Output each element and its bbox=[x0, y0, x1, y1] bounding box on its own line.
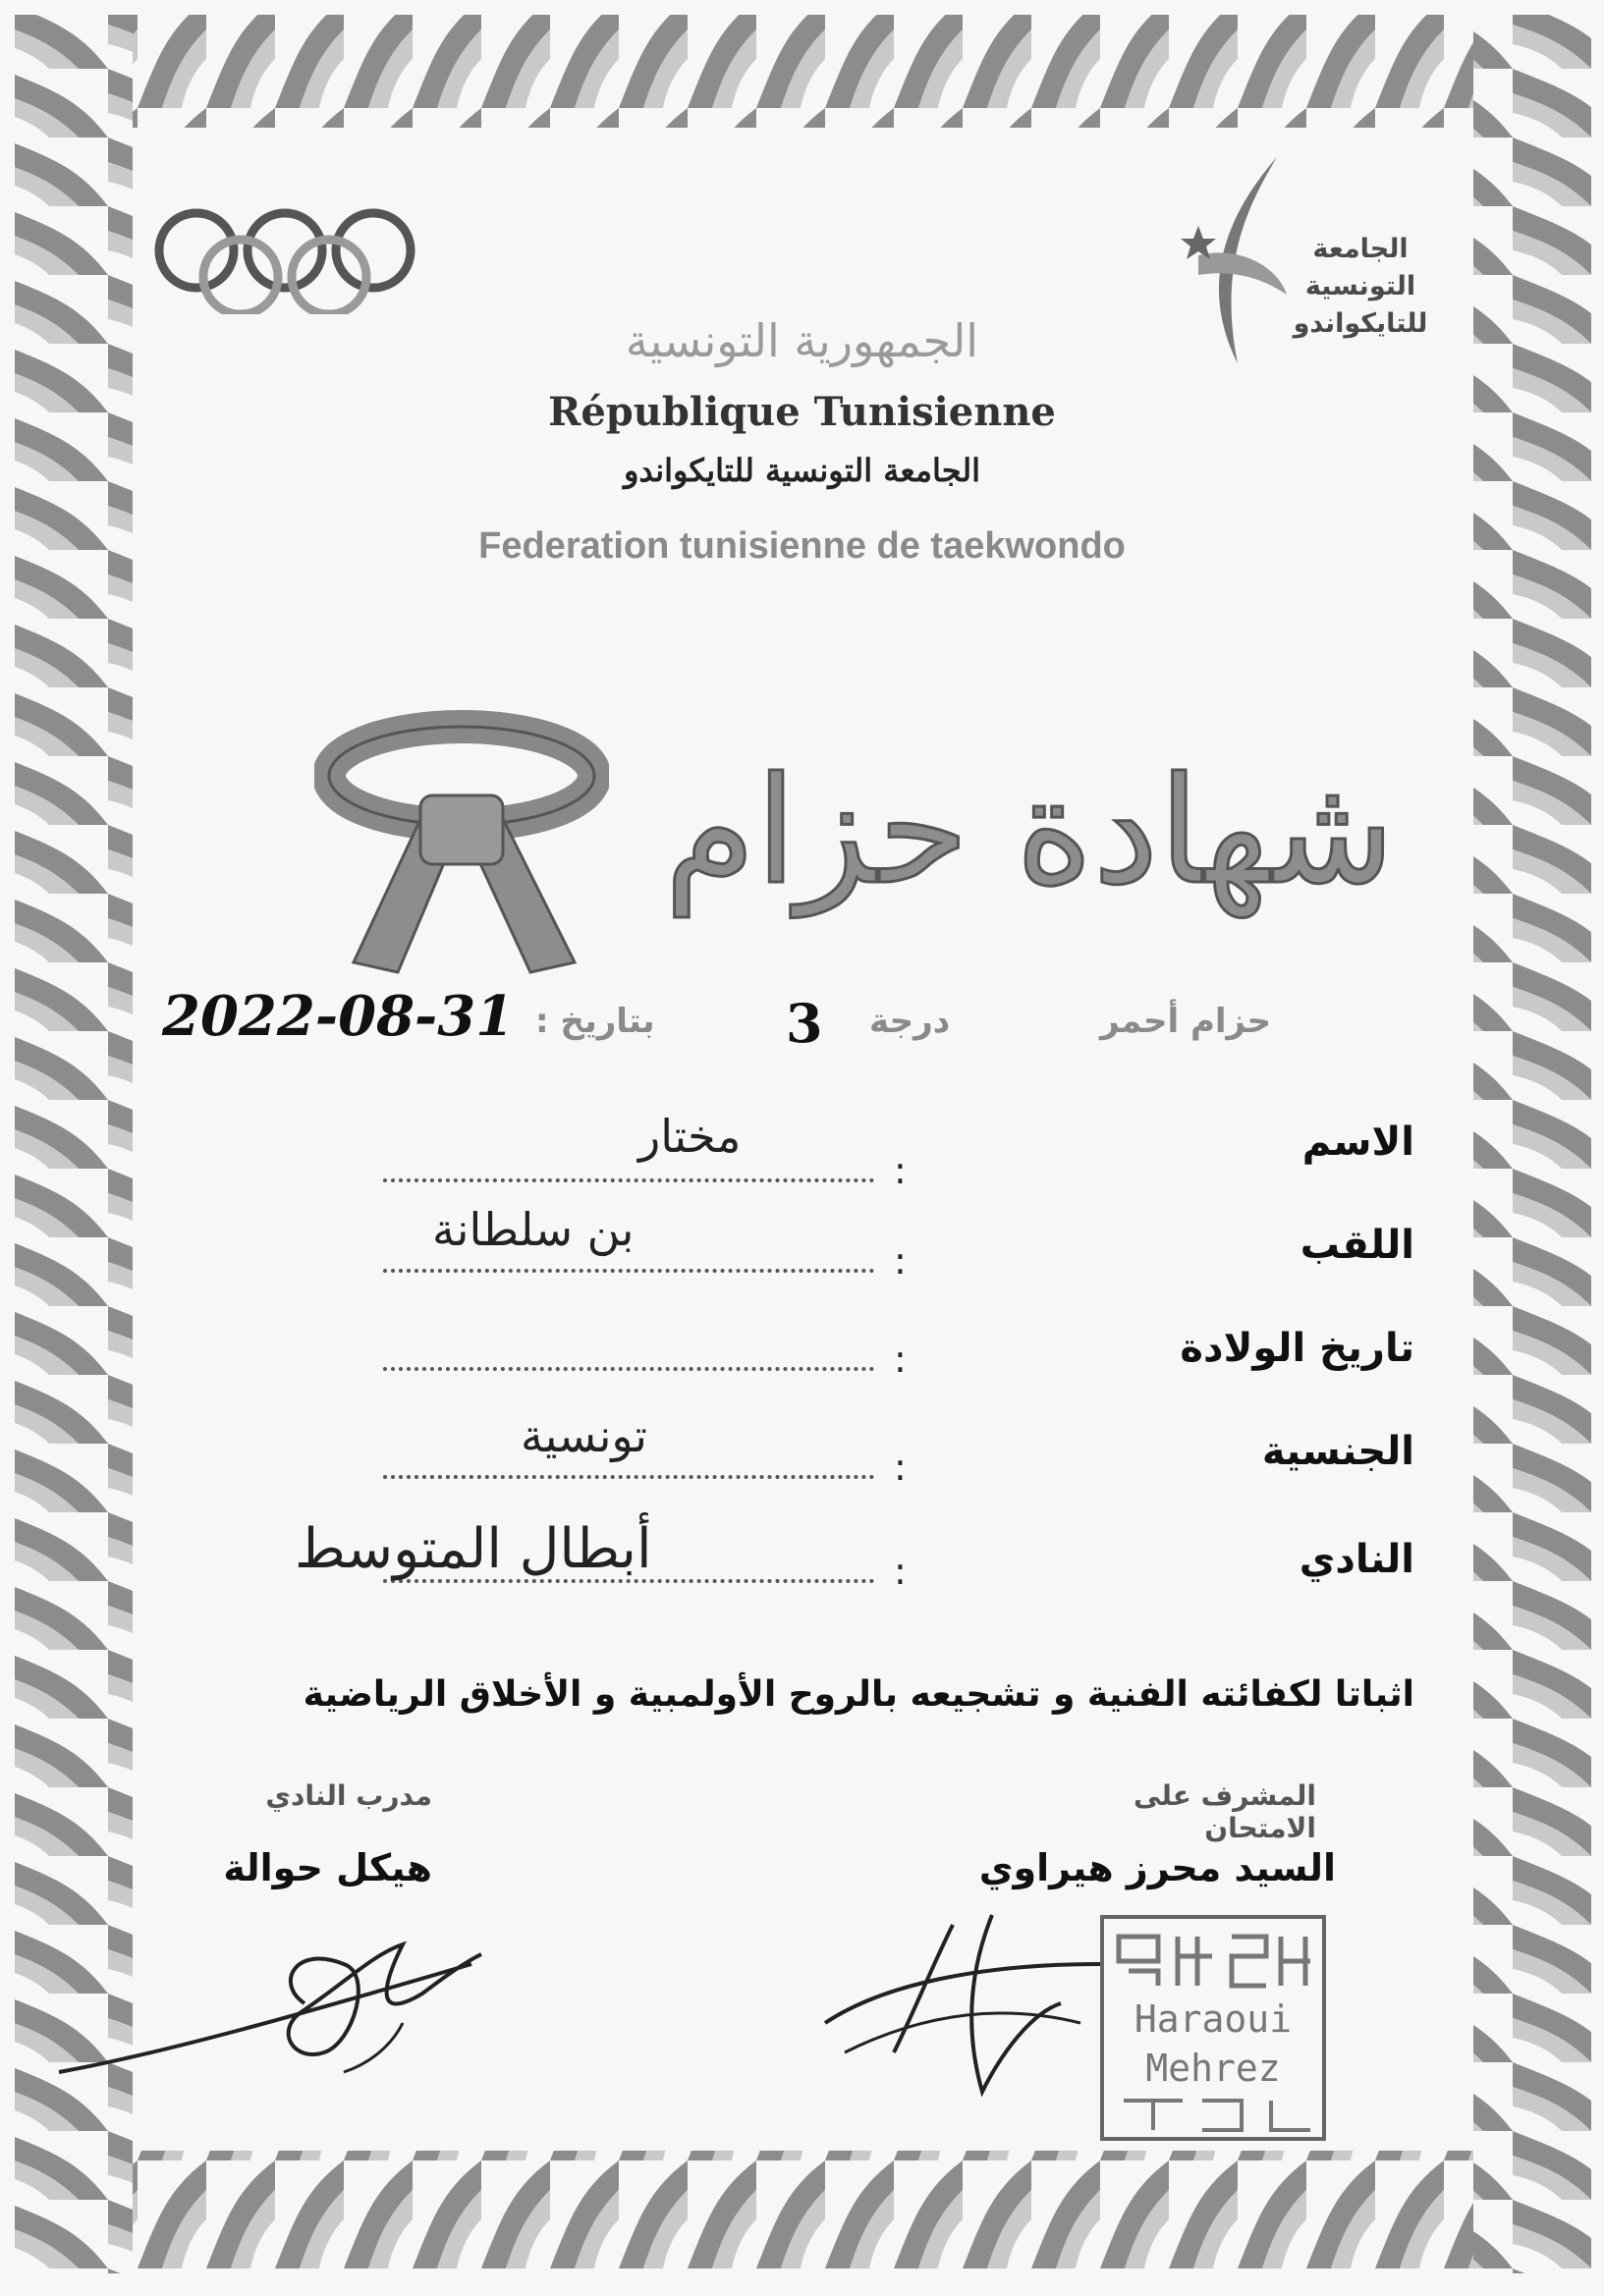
surname-dotted-line bbox=[383, 1269, 874, 1273]
nationality-dotted-line bbox=[383, 1475, 874, 1479]
coach-role: مدرب النادي bbox=[265, 1779, 432, 1812]
nationality-separator: : bbox=[894, 1446, 907, 1489]
examiner-signature-icon bbox=[805, 1905, 1120, 2102]
stamp-line-2: Mehrez bbox=[1145, 2047, 1281, 2090]
belt-info-row bbox=[0, 984, 1604, 1080]
name-value: مختار bbox=[638, 1110, 742, 1163]
examiner-name: السيد محرز هيراوي bbox=[978, 1846, 1336, 1889]
name-label: الاسم bbox=[1301, 1120, 1414, 1165]
degree-label: درجة bbox=[869, 1002, 951, 1041]
nationality-label: الجنسية bbox=[1261, 1429, 1414, 1474]
logo-line-2: التونسية bbox=[1304, 271, 1416, 301]
name-separator: : bbox=[894, 1149, 907, 1192]
club-value: أبطال المتوسط bbox=[295, 1517, 652, 1581]
republic-title-french: République Tunisienne bbox=[548, 389, 1056, 435]
stamp-glyph-icon bbox=[1104, 1927, 1322, 1995]
coach-name: هيكل حوالة bbox=[223, 1846, 432, 1889]
logo-line-1: الجامعة bbox=[1312, 234, 1409, 264]
date-value: 2022-08-31 bbox=[162, 984, 515, 1049]
date-label: بتاريخ : bbox=[535, 1002, 655, 1041]
certificate-statement: اثباتا لكفائته الفنية و تشجيعه بالروح الأولمبية و الأخلاق الرياضية bbox=[303, 1674, 1414, 1715]
birthdate-dotted-line bbox=[383, 1367, 874, 1371]
examiner-role: المشرف على الامتحان bbox=[1134, 1779, 1316, 1844]
federation-name-french: Federation tunisienne de taekwondo bbox=[478, 525, 1126, 567]
degree-value: 3 bbox=[786, 992, 823, 1055]
birthdate-separator: : bbox=[894, 1338, 907, 1381]
olympic-rings-icon bbox=[147, 206, 422, 314]
nationality-value: تونسية bbox=[521, 1409, 647, 1462]
stamp-line-1: Haraoui bbox=[1134, 1997, 1293, 2041]
coach-signature-icon bbox=[49, 1925, 540, 2121]
surname-label: اللقب bbox=[1300, 1223, 1414, 1268]
name-dotted-line bbox=[383, 1178, 874, 1182]
official-stamp bbox=[1100, 1915, 1326, 2141]
club-separator: : bbox=[894, 1550, 907, 1593]
surname-separator: : bbox=[894, 1239, 907, 1283]
certificate-title: شهادة حزام bbox=[664, 746, 1395, 917]
stamp-bottom-glyph-icon bbox=[1104, 2096, 1322, 2135]
surname-value: بن سلطانة bbox=[432, 1203, 635, 1256]
birthdate-label: تاريخ الولادة bbox=[1180, 1326, 1414, 1371]
club-label: النادي bbox=[1299, 1537, 1414, 1582]
republic-title-arabic: الجمهورية التونسية bbox=[625, 314, 979, 367]
belt-label: حزام أحمر bbox=[1100, 1002, 1272, 1041]
belt-icon bbox=[314, 707, 609, 982]
federation-name-arabic: الجامعة التونسية للتايكواندو bbox=[623, 452, 981, 489]
logo-line-3: للتايكواندو bbox=[1293, 308, 1428, 339]
